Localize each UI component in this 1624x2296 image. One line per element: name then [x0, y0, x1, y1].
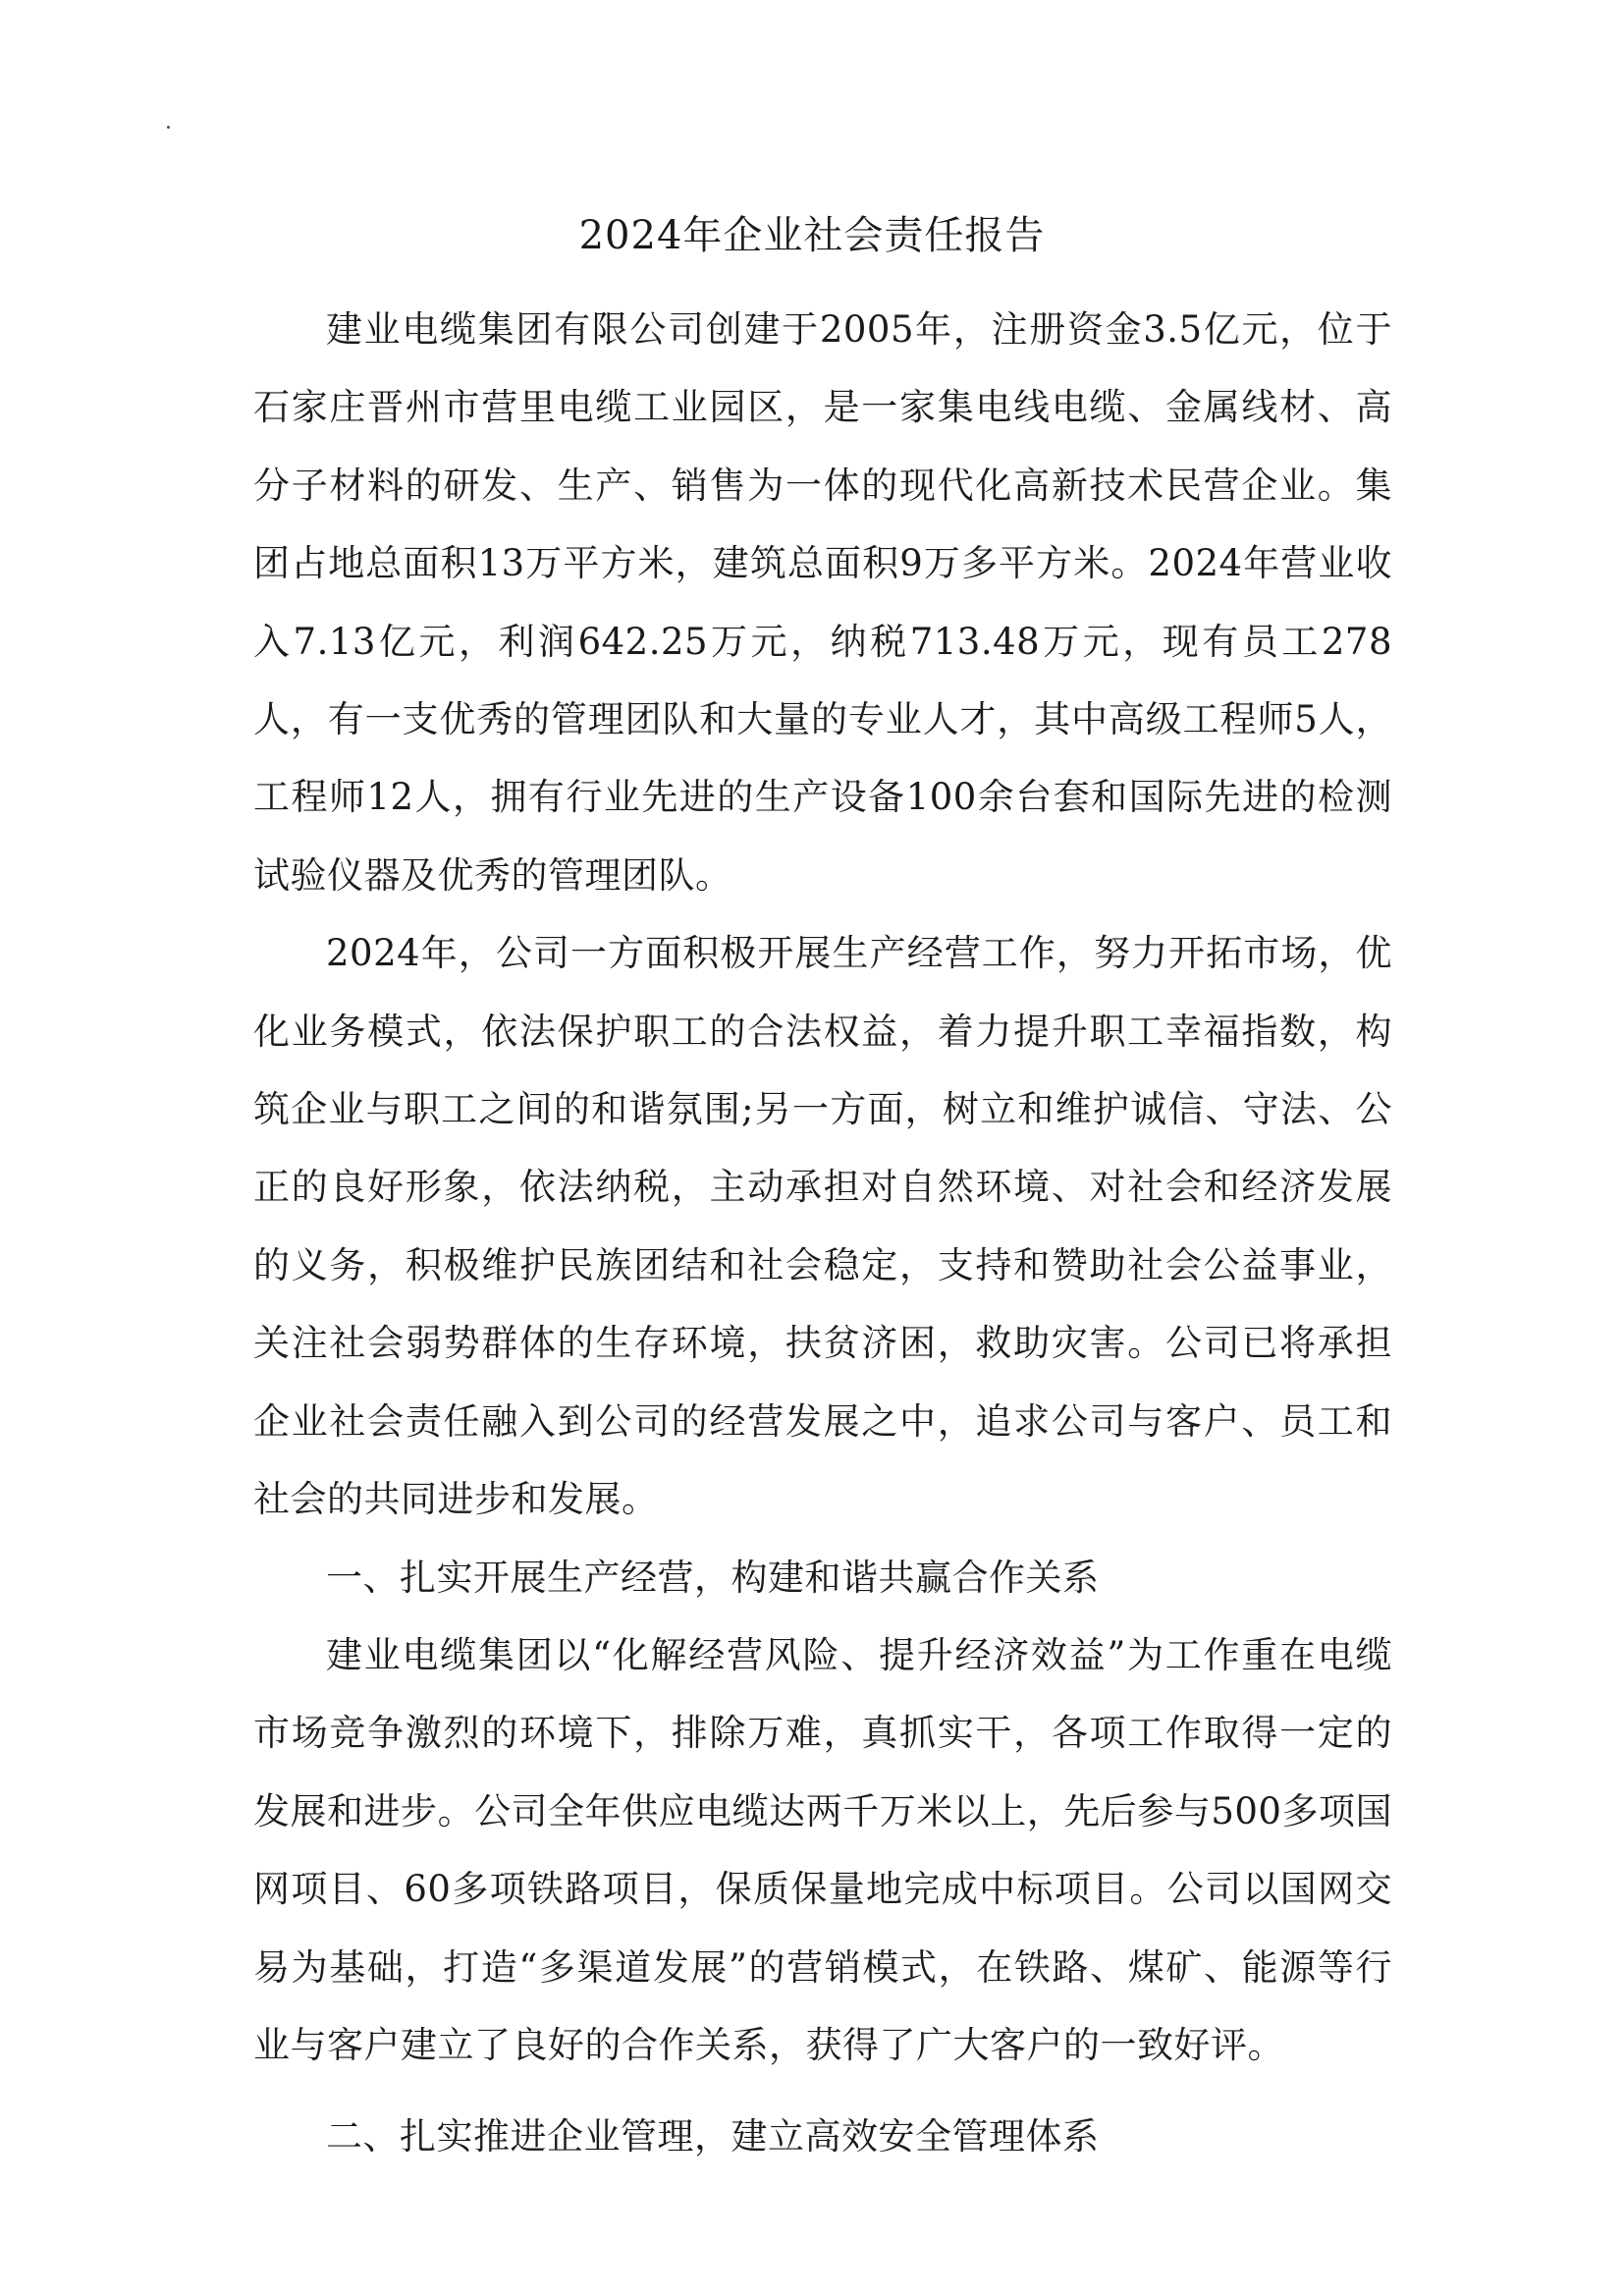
intro-paragraph: 建业电缆集团有限公司创建于2005年，注册资金3.5亿元，位于石家庄晋州市营里电缆工业园区，是一家集电线电缆、金属线材、高分子材料的研发、生产、销售为一体的现代化高新技术民营企业。集团占地总面积13万平方米，建筑总面积9万多平方米。2024年营业收入7.13亿元，利润642.25万元，纳税713.48万元，现有员工278人，有一支优秀的管理团队和大量的专业人才，其中高级工程师5人，工程师12人，拥有行业先进的生产设备100余台套和国际先进的检测试验仪器及优秀的管理团队。	[253, 308, 1392, 897]
section-1-paragraph: 建业电缆集团以“化解经营风险、提升经济效益”为工作重在电缆市场竞争激烈的环境下，排除万难，真抓实干，各项工作取得一定的发展和进步。公司全年供应电缆达两千万米以上，先后参与500多项国网项目、60多项铁路项目，保质保量地完成中标项目。公司以国网交易为基础，打造“多渠道发展”的营销模式，在铁路、煤矿、能源等行业与客户建立了良好的合作关系，获得了广大客户的一致好评。	[253, 1633, 1392, 2066]
report-title: 2024年企业社会责任报告	[578, 213, 1046, 258]
scan-speck	[167, 126, 170, 129]
section-1-heading: 一、扎实开展生产经营，构建和谐共赢合作关系	[326, 1556, 1100, 1599]
section-2-heading: 二、扎实推进企业管理，建立高效安全管理体系	[326, 2115, 1100, 2159]
report-body	[253, 291, 1392, 2176]
summary-paragraph: 2024年，公司一方面积极开展生产经营工作，努力开拓市场，优化业务模式，依法保护职工的合法权益，着力提升职工幸福指数，构筑企业与职工之间的和谐氛围;另一方面，树立和维护诚信、守法、公正的良好形象，依法纳税，主动承担对自然环境、对社会和经济发展的义务，积极维护民族团结和社会稳定，支持和赞助社会公益事业，关注社会弱势群体的生存环境，扶贫济困，救助灾害。公司已将承担企业社会责任融入到公司的经营发展之中，追求公司与客户、员工和社会的共同进步和发展。	[253, 932, 1392, 1521]
